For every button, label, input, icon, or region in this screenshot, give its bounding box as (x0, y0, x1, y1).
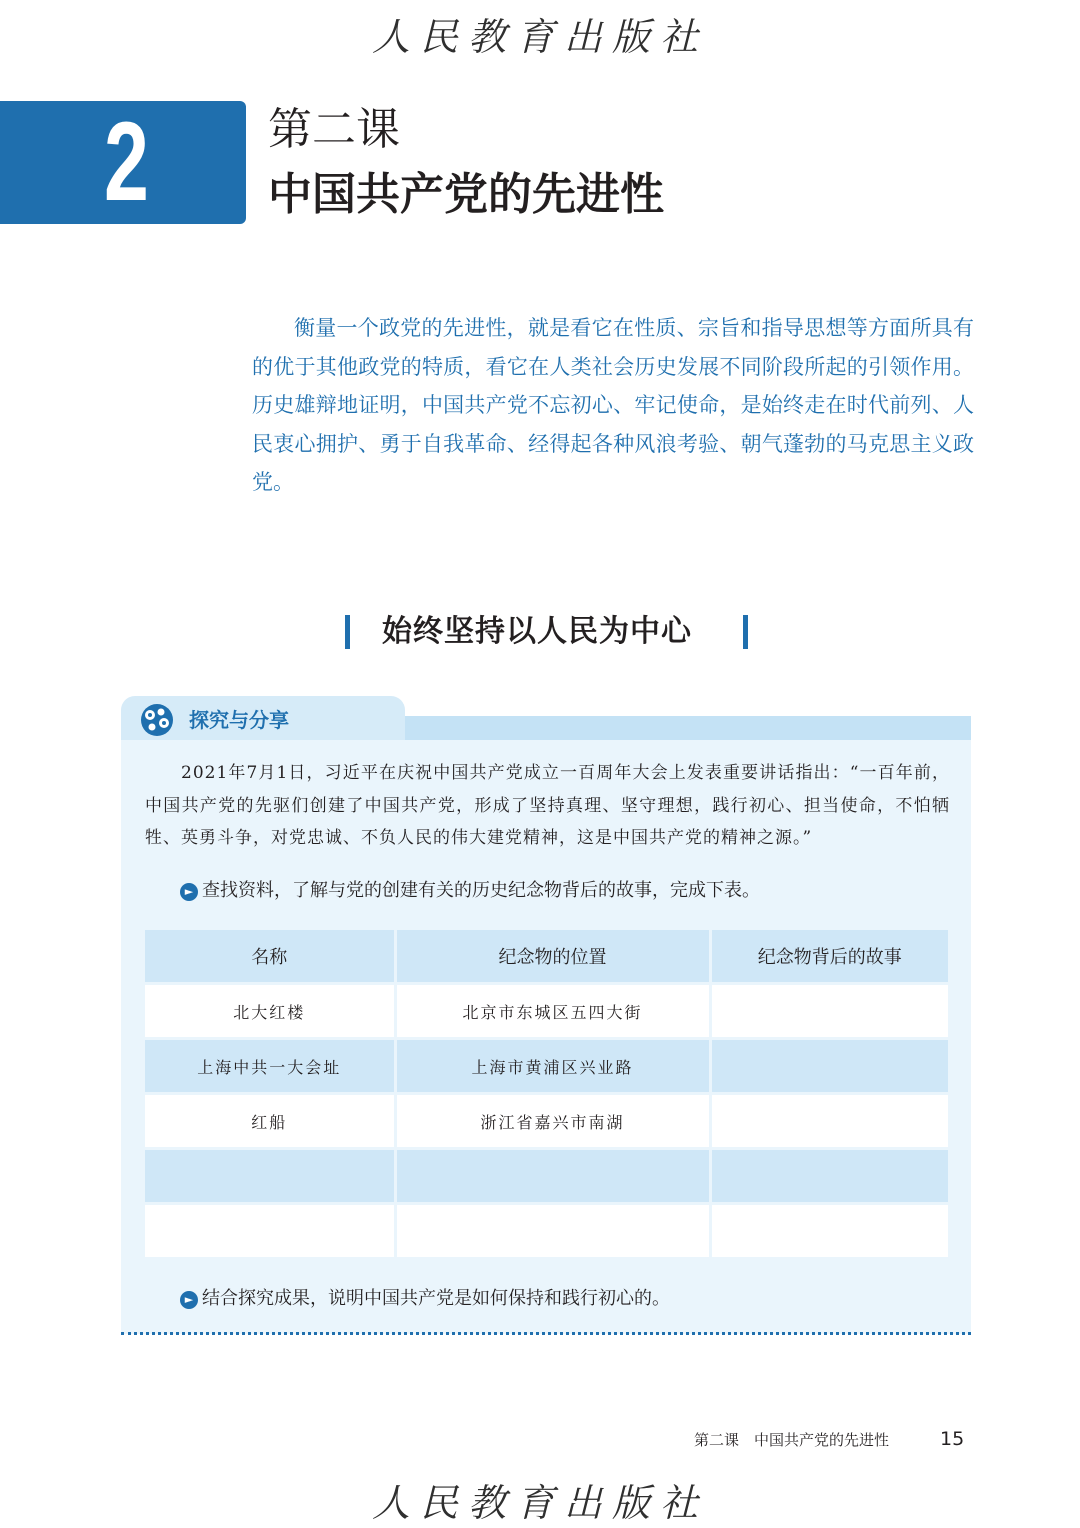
section-bar-right (743, 615, 748, 649)
arrow-bullet-icon: ► (180, 883, 198, 901)
page-number: 15 (940, 1428, 965, 1450)
task-instruction-2 (180, 1285, 670, 1313)
intro-paragraph: 衡量一个政党的先进性，就是看它在性质、宗旨和指导思想等方面所具有的优于其他政党的特质，看它在人类社会历史发展不同阶段所起的引领作用。历史雄辩地证明，中国共产党不忘初心、牢记使命，是始终走在时代前列、人民衷心拥护、勇于自我革命、经得起各种风浪考验、朝气蓬勃的马克思主义政党。 (252, 316, 974, 494)
table-cell (145, 1149, 395, 1204)
task-2-text: 结合探究成果，说明中国共产党是如何保持和践行初心的。 (202, 1288, 670, 1309)
lesson-number: 2 (104, 99, 149, 224)
table-row (145, 1039, 948, 1094)
table-header-cell: 纪念物背后的故事 (710, 930, 948, 984)
publisher-watermark-top: 人民教育出版社 (371, 15, 708, 59)
table-header-row (145, 930, 948, 984)
table-header-cell: 纪念物的位置 (395, 930, 710, 984)
section-heading (0, 608, 1080, 656)
explore-tab (121, 696, 405, 744)
table-row (145, 1094, 948, 1149)
table-cell (710, 1039, 948, 1094)
memorial-table (145, 930, 948, 1260)
quote-paragraph: 2021年7月1日，习近平在庆祝中国共产党成立一百周年大会上发表重要讲话指出：“一百年前，中国共产党的先驱们创建了中国共产党，形成了坚持真理、坚守理想，践行初心、担当使命，不怕牺牲、英勇斗争，对党忠诚、不负人民的伟大建党精神，这是中国共产党的精神之源。” (145, 763, 950, 848)
table-cell (395, 1149, 710, 1204)
explore-dotted-border (121, 1332, 971, 1335)
table-cell: 北大红楼 (145, 984, 395, 1039)
table-row (145, 984, 948, 1039)
table-header-cell: 名称 (145, 930, 395, 984)
arrow-bullet-icon: ► (180, 1291, 198, 1309)
publisher-watermark-bottom: 人民教育出版社 (371, 1481, 708, 1525)
table-row (145, 1204, 948, 1259)
table-cell (395, 1204, 710, 1259)
table-cell: 上海市黄浦区兴业路 (395, 1039, 710, 1094)
section-bar-left (345, 615, 350, 649)
table-cell (710, 984, 948, 1039)
lesson-title: 中国共产党的先进性 (268, 169, 664, 220)
table-cell (710, 1204, 948, 1259)
task-1-text: 查找资料，了解与党的创建有关的历史纪念物背后的故事，完成下表。 (202, 880, 760, 901)
table-cell: 北京市东城区五四大街 (395, 984, 710, 1039)
table-cell (710, 1094, 948, 1149)
lesson-label: 第二课 (268, 104, 400, 155)
table-cell: 浙江省嘉兴市南湖 (395, 1094, 710, 1149)
table-cell (145, 1204, 395, 1259)
section-title: 始终坚持以人民为中心 (382, 614, 692, 649)
task-instruction-1 (180, 877, 760, 905)
explore-share-icon (139, 702, 175, 738)
table-cell (710, 1149, 948, 1204)
running-footer-title: 第二课 中国共产党的先进性 (694, 1431, 890, 1449)
table-cell: 红船 (145, 1094, 395, 1149)
lesson-number-badge (0, 101, 246, 224)
explore-heading: 探究与分享 (189, 708, 289, 732)
table-row (145, 1149, 948, 1204)
table-cell: 上海中共一大会址 (145, 1039, 395, 1094)
